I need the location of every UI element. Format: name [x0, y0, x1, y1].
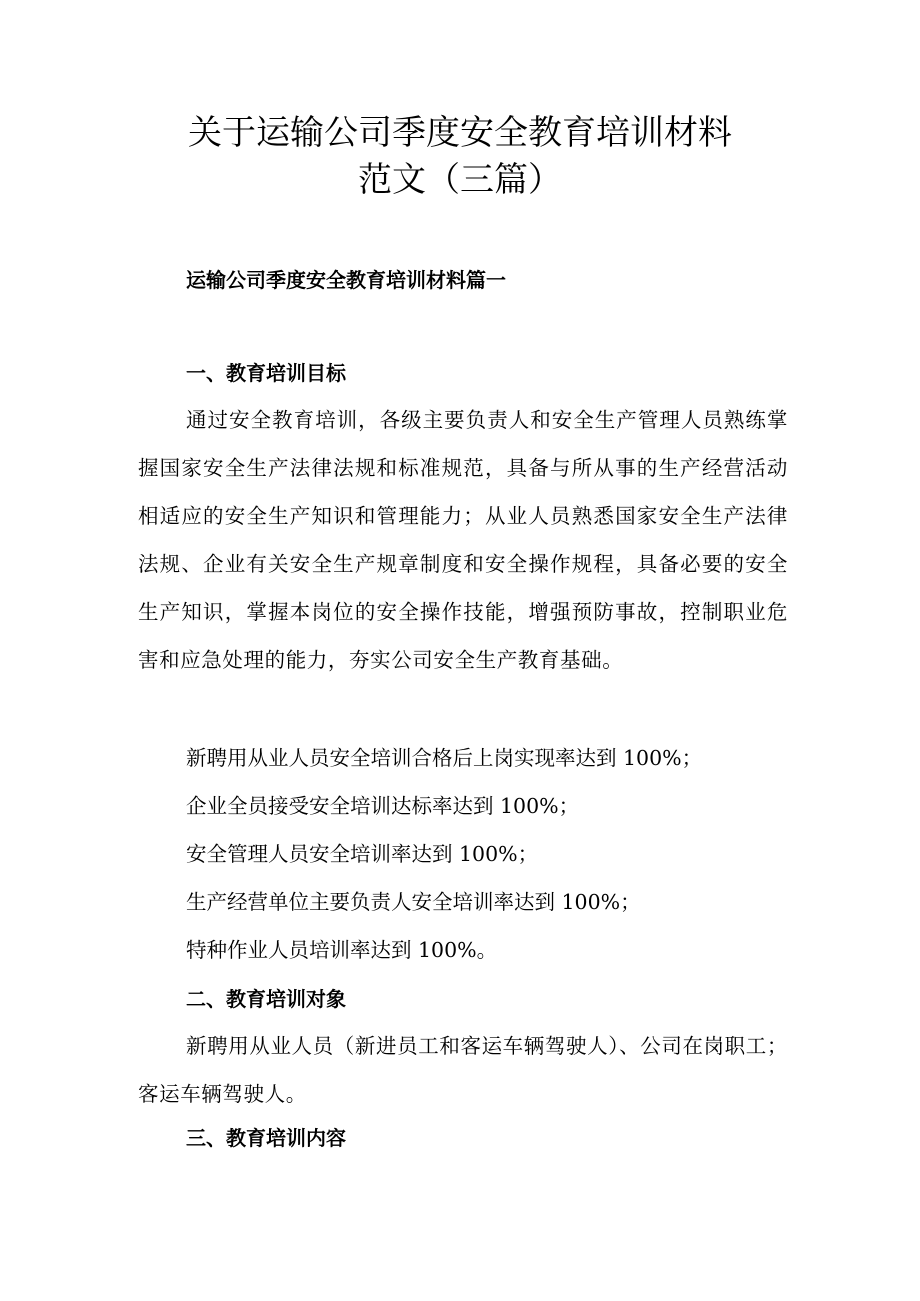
audience-paragraph: 新聘用从业人员（新进员工和客运车辆驾驶人）、公司在岗职工；客运车辆驾驶人。 — [138, 1034, 788, 1106]
section-heading-goals: 一、教育培训目标 — [186, 361, 346, 385]
goals-paragraph: 通过安全教育培训，各级主要负责人和安全生产管理人员熟练掌握国家安全生产法律法规和标准规范，具备与所从事的生产经营活动相适应的安全生产知识和管理能力；从业人员熟悉国家安全生产法律法规、企业有关安全生产规章制度和安全操作规程，具备必要的安全生产知识，掌握本岗位的安全操作技能，增强预防事故，控制职业危害和应急处理的能力，夯实公司安全生产教育基础。 — [138, 408, 788, 672]
target-item: 生产经营单位主要负责人安全培训率达到 100%； — [186, 890, 641, 914]
document-title-line-1: 关于运输公司季度安全教育培训材料 — [188, 113, 732, 153]
target-item: 企业全员接受安全培训达标率达到 100%； — [186, 794, 580, 818]
document-title-line-2: 范文（三篇） — [358, 160, 562, 200]
target-item: 特种作业人员培训率达到 100%。 — [186, 938, 498, 962]
target-item: 安全管理人员安全培训率达到 100%； — [186, 842, 539, 866]
section-heading-content: 三、教育培训内容 — [186, 1126, 346, 1150]
target-item: 新聘用从业人员安全培训合格后上岗实现率达到 100%； — [186, 746, 703, 770]
article-heading: 运输公司季度安全教育培训材料篇一 — [186, 268, 506, 292]
section-heading-audience: 二、教育培训对象 — [186, 987, 346, 1011]
